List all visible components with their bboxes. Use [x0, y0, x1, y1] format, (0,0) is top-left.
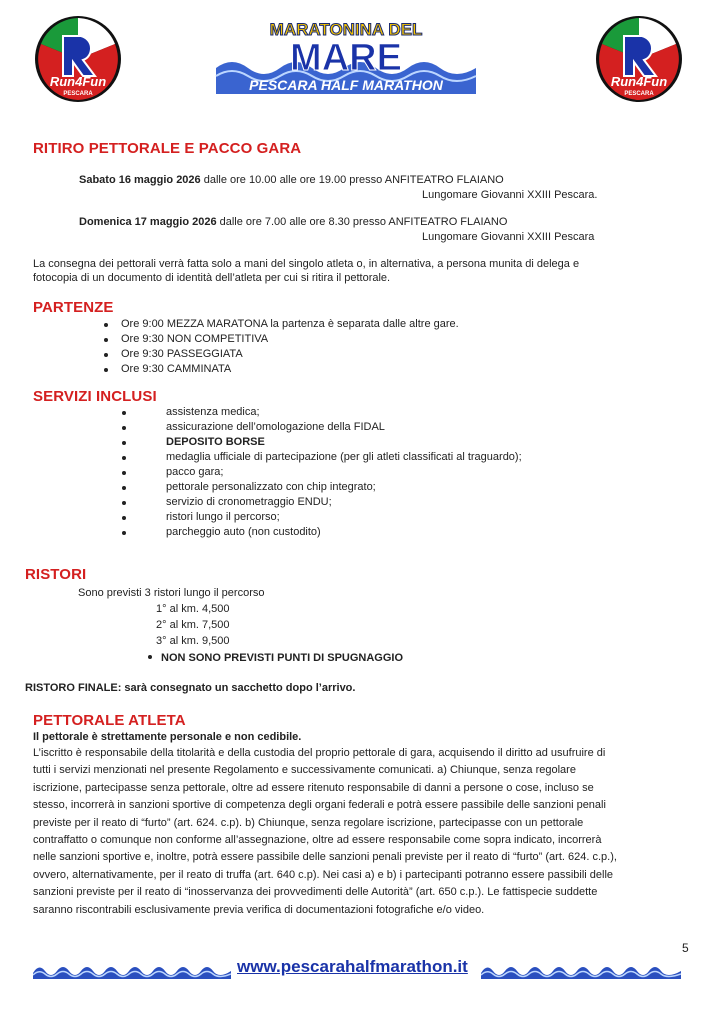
list-item: servizio di cronometraggio ENDU;	[122, 495, 522, 510]
logo-subtext: PESCARA	[63, 91, 93, 97]
run4fun-logo-left	[33, 14, 123, 104]
pettorale-heading: PETTORALE ATLETA	[33, 712, 186, 729]
body-line: stesso, incorrerà in sanzioni sportive di competenza degli organi federali e potrà essere passibile delle sanzioni penali	[33, 799, 606, 812]
banner-line1: MARATONINA DEL	[269, 20, 423, 39]
banner-line2: MARE	[290, 37, 402, 79]
ristori-intro: Sono previsti 3 ristori lungo il percorso	[78, 587, 265, 599]
ristoro-stop-2: 2° al km. 7,500	[156, 619, 230, 631]
body-line: previste per il reato di “furto” (art. 624. c.p). b) Chiunque, senza regolare iscrizione, partecipasse con un pettorale	[33, 816, 584, 829]
partenze-list	[104, 317, 459, 377]
wave-decoration-left	[33, 961, 231, 979]
servizi-heading: SERVIZI INCLUSI	[33, 388, 157, 405]
website-link[interactable]: www.pescarahalfmarathon.it	[237, 957, 468, 976]
body-line: saranno riscontrabili esclusivamente previa verifica di documentazioni fotografiche e/o video.	[33, 903, 485, 916]
sunday-text: dalle ore 7.00 alle ore 8.30 presso ANFITEATRO FLAIANO	[216, 216, 508, 228]
list-item: pacco gara;	[122, 465, 522, 480]
body-line: tutti i servizi menzionati nel presente Regolamento e successivamente comunicati. a) Chiunque, senza regolare	[33, 764, 576, 777]
ristori-note: NON SONO PREVISTI PUNTI DI SPUGNAGGIO	[148, 651, 403, 666]
body-line: L’iscritto è responsabile della titolarità e della custodia del proprio pettorale di gara, acquisendo il diritto ad usufruire di	[33, 747, 606, 759]
servizi-list	[122, 405, 522, 540]
list-item: DEPOSITO BORSE	[122, 435, 522, 450]
banner-line3: PESCARA HALF MARATHON	[249, 77, 443, 93]
body-line: ovvero, alternativamente, per il reato di truffa (art. 640 c.p). Nei casi a) e b) i partecipanti potranno essere passibili delle	[33, 868, 614, 881]
logo-text: Run4Fun	[49, 74, 107, 89]
partenze-heading: PARTENZE	[33, 299, 114, 316]
body-line: iscrizione, partecipasse senza pettorale, oltre ad essere ritenuto responsabile di danni a persone o cose, incluso se	[33, 781, 594, 794]
pettorale-subtitle: Il pettorale è strettamente personale e non cedibile.	[33, 731, 302, 743]
list-item: parcheggio auto (non custodito)	[122, 525, 522, 540]
page-number: 5	[682, 941, 689, 955]
list-item: assicurazione dell’omologazione della FIDAL	[122, 420, 522, 435]
list-item: Ore 9:00 MEZZA MARATONA la partenza è separata dalle altre gare.	[104, 317, 459, 332]
saturday-text: dalle ore 10.00 alle ore 19.00 presso ANFITEATRO FLAIANO	[200, 174, 504, 186]
sunday-place: Lungomare Giovanni XXIII Pescara	[422, 231, 595, 243]
list-item: medaglia ufficiale di partecipazione (per gli atleti classificati al traguardo);	[122, 450, 522, 465]
wave-decoration-right	[481, 961, 681, 979]
ritiro-heading: RITIRO PETTORALE E PACCO GARA	[33, 140, 302, 157]
list-item: Ore 9:30 PASSEGGIATA	[104, 347, 459, 362]
sunday-date: Domenica 17 maggio 2026	[79, 216, 217, 228]
maratonina-banner	[214, 18, 478, 100]
logo-text: Run4Fun	[610, 74, 668, 89]
list-item: ristori lungo il percorso;	[122, 510, 522, 525]
logo-subtext: PESCARA	[624, 91, 654, 97]
ritiro-note-line2: fotocopia di un documento di identità dell’atleta per cui si ritira il pettorale.	[33, 272, 391, 284]
ristoro-stop-3: 3° al km. 9,500	[156, 635, 230, 647]
run4fun-logo-right	[594, 14, 684, 104]
body-line: contraffatto o comunque non conforme all’assegnazione, oltre ad essere responsabile come sopra indicato, incorrerà	[33, 834, 602, 847]
saturday-place: Lungomare Giovanni XXIII Pescara.	[422, 189, 598, 201]
ritiro-sunday-line	[79, 215, 507, 230]
body-line: sanzioni previste per il reato di “inosservanza dei provvedimenti delle Autorità” (art. 650 c.p.). Le fattispecie suddette	[33, 886, 598, 899]
list-item: pettorale personalizzato con chip integrato;	[122, 480, 522, 495]
list-item: assistenza medica;	[122, 405, 522, 420]
body-line: nelle sanzioni sportive e, inoltre, potrà essere passibile delle sanzioni penali previste per il reato di “furto” (art. 624. c.p.),	[33, 851, 617, 864]
pettorale-body	[33, 745, 617, 919]
saturday-date: Sabato 16 maggio 2026	[79, 174, 201, 186]
ristoro-stop-1: 1° al km. 4,500	[156, 603, 230, 615]
ritiro-saturday-line	[79, 173, 504, 188]
list-item: Ore 9:30 CAMMINATA	[104, 362, 459, 377]
ritiro-note-line1: La consegna dei pettorali verrà fatta solo a mani del singolo atleta o, in alternativa, a persona munita di delega e	[33, 258, 580, 270]
ristori-heading: RISTORI	[25, 566, 87, 583]
list-item: Ore 9:30 NON COMPETITIVA	[104, 332, 459, 347]
ristoro-finale: RISTORO FINALE: sarà consegnato un sacchetto dopo l’arrivo.	[25, 682, 356, 694]
